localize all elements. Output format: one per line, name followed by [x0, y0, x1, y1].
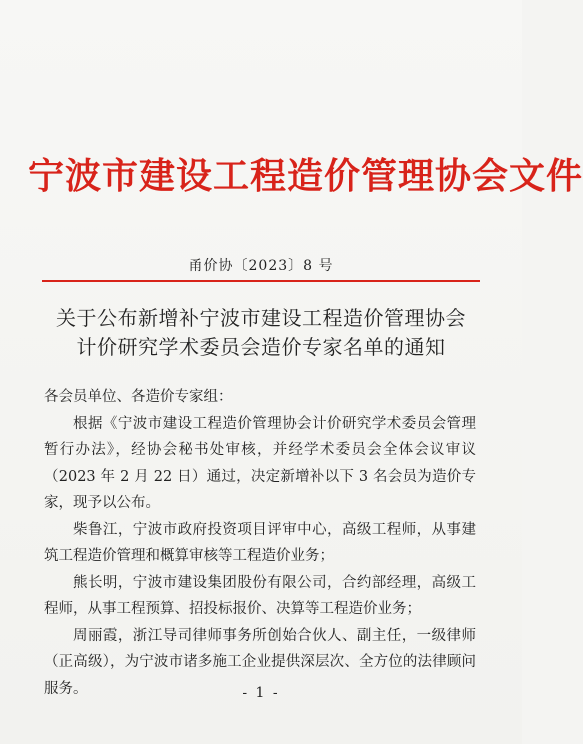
- page-number: - 1 -: [242, 685, 280, 701]
- body-paragraph-expert-3: 周丽霞，浙江导司律师事务所创始合伙人、副主任，一级律师（正高级），为宁波市诸多施工企业提供深层次、全方位的法律顾问服务。: [44, 627, 476, 697]
- notice-title: [40, 304, 482, 362]
- notice-body: [44, 384, 476, 702]
- body-paragraph-expert-2: 熊长明，宁波市建设集团股份有限公司，合约部经理，高级工程师，从事工程预算、招投标报价、决算等工程造价业务；: [44, 574, 476, 617]
- addressee-line: 各会员单位、各造价专家组：: [44, 389, 233, 405]
- notice-title-line-2: 计价研究学术委员会造价专家名单的通知: [76, 335, 446, 359]
- red-divider-line: [42, 280, 480, 282]
- body-paragraph-expert-1: 柴鲁江，宁波市政府投资项目评审中心，高级工程师，从事建筑工程造价管理和概算审核等工程造价业务；: [44, 521, 476, 564]
- issuer-header-title: 宁波市建设工程造价管理协会文件: [28, 155, 583, 197]
- notice-title-line-1: 关于公布新增补宁波市建设工程造价管理协会: [56, 306, 466, 330]
- document-number: 甬价协〔2023〕8 号: [188, 258, 334, 274]
- body-paragraph-basis: 根据《宁波市建设工程造价管理协会计价研究学术委员会管理暂行办法》，经协会秘书处审核，并经学术委员会全体会议审议（2023 年 2 月 22 日）通过，决定新增补以下 3 名会员为造价专家，现予以公布。: [44, 415, 476, 511]
